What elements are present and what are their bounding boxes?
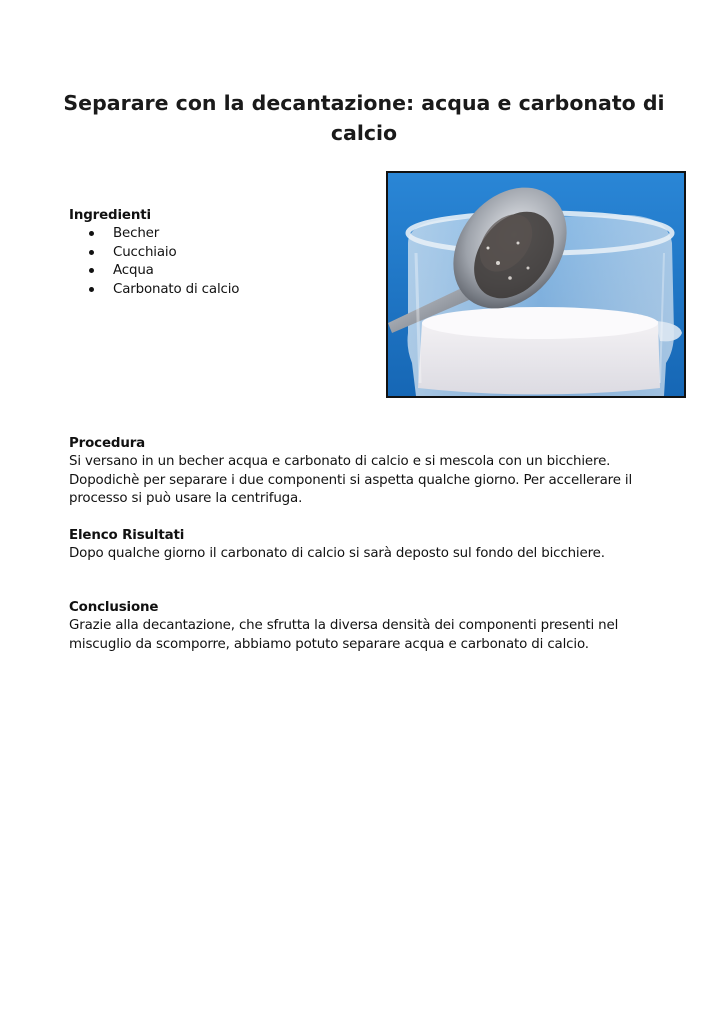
list-item xyxy=(69,225,369,243)
beaker-spoon-illustration xyxy=(388,173,684,396)
ingredient-label: Acqua xyxy=(113,263,154,279)
ingredients-list xyxy=(69,225,369,299)
conclusion-section xyxy=(69,599,659,654)
bullet-icon xyxy=(89,250,94,255)
procedure-heading: Procedura xyxy=(69,436,146,451)
page-title: Separare con la decantazione: acqua e carbonato di calcio xyxy=(63,91,665,145)
procedure-section xyxy=(69,435,659,509)
ingredients-heading: Ingredienti xyxy=(69,208,151,223)
list-item xyxy=(69,281,369,299)
results-section xyxy=(69,527,659,564)
bullet-icon xyxy=(89,268,94,273)
conclusion-heading: Conclusione xyxy=(69,600,159,615)
procedure-text: Si versano in un becher acqua e carbonato di calcio e si mescola con un bicchiere. Dopodichè per separare i due componenti si aspetta qualche giorno. Per accellerare il processo si può usare la centrifuga. xyxy=(69,454,633,507)
ingredient-label: Carbonato di calcio xyxy=(113,281,240,297)
bullet-icon xyxy=(89,231,94,236)
list-item xyxy=(69,244,369,262)
conclusion-text: Grazie alla decantazione, che sfrutta la diversa densità dei componenti presenti nel miscuglio da scomporre, abbiamo potuto separare acqua e carbonato di calcio. xyxy=(69,618,619,652)
list-item xyxy=(69,262,369,280)
ingredient-label: Becher xyxy=(113,226,160,242)
beaker-spoon-photo xyxy=(386,171,686,398)
results-heading: Elenco Risultati xyxy=(69,528,185,543)
bullet-icon xyxy=(89,287,94,292)
results-text: Dopo qualche giorno il carbonato di calcio si sarà deposto sul fondo del bicchiere. xyxy=(69,546,605,562)
ingredients-section xyxy=(69,207,369,299)
ingredient-label: Cucchiaio xyxy=(113,244,177,260)
